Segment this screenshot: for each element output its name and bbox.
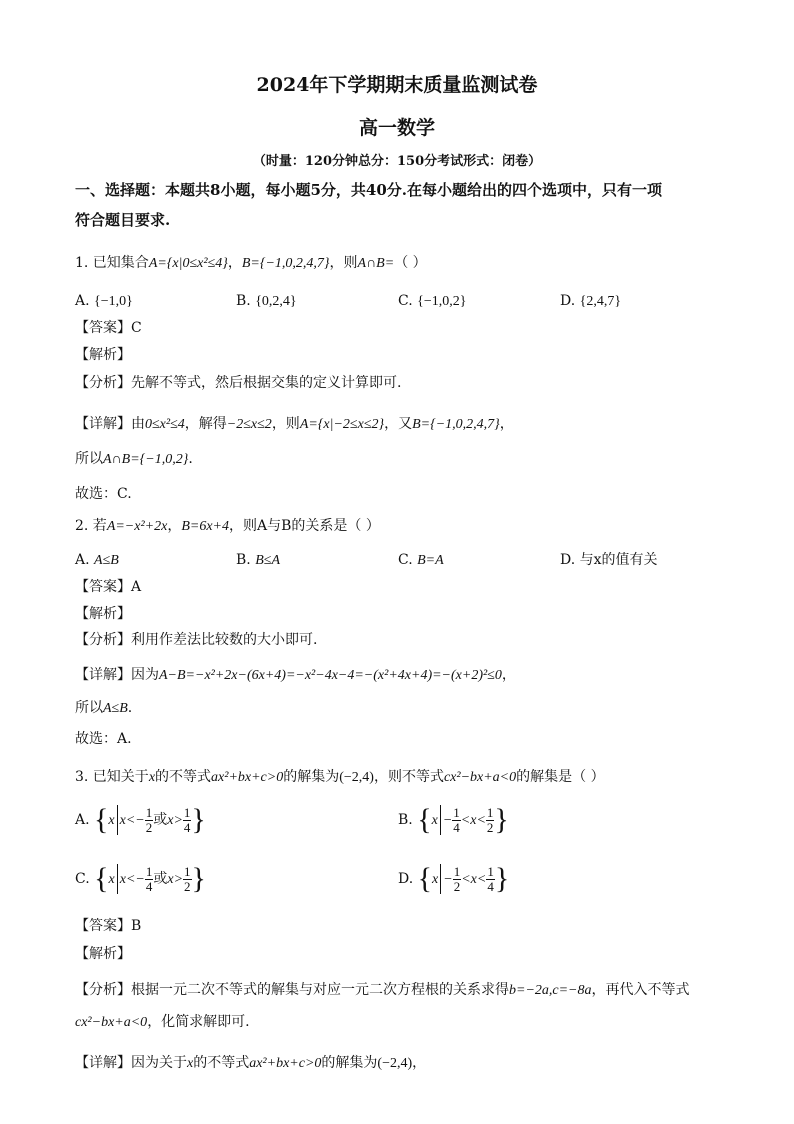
- q3-option-c-bar: [117, 864, 118, 894]
- q2-fenxi-text: 利用作差法比较数的大小即可.: [131, 632, 318, 648]
- q3-answer-tag: 【答案】: [75, 918, 131, 934]
- q2-option-a-label: A.: [75, 552, 95, 568]
- q3-option-b-brace-close: }: [494, 803, 509, 836]
- q3-stem: [75, 767, 605, 788]
- q2-expr-a: A=−x²+2x: [106, 519, 168, 534]
- q3-fenxi-text-a: 根据一元二次不等式的解集与对应一元二次方程根的关系求得: [131, 982, 509, 998]
- q1-set-b: B={−1,0,2,4,7}: [241, 256, 330, 271]
- section-heading-line2: 符合题目要求.: [75, 211, 171, 229]
- q3-option-d-bar: [440, 864, 441, 894]
- q3-option-a-frac1-num: 1: [145, 804, 153, 820]
- q3-ineq: ax²+bx+c>0: [211, 770, 284, 785]
- q3-option-b-brace-open: {: [417, 803, 432, 836]
- q2-so-end: .: [127, 700, 133, 716]
- q3-detail-text-b: 的不等式: [193, 1055, 250, 1071]
- q3-stem-text-d: ，则不等式: [373, 769, 444, 785]
- exam-subject: 高一数学: [358, 117, 435, 139]
- q3-option-c-frac2: [183, 865, 192, 894]
- q3-option-b-label: B.: [398, 812, 418, 828]
- exam-info: （时量：120分钟总分：150分考试形式：闭卷）: [252, 154, 542, 169]
- q1-fenxi-tag: 【分析】: [75, 375, 131, 391]
- q2-detail-tag: 【详解】: [75, 667, 131, 683]
- q3-option-b-left: −: [442, 813, 453, 828]
- q1-detail-set-a: A={x|−2≤x≤2}: [299, 417, 385, 432]
- q3-option-d-label: D.: [398, 871, 418, 887]
- q1-detail-text-d: ，又: [384, 416, 413, 432]
- q3-answer: [75, 916, 141, 936]
- q1-analysis-tag: 【解析】: [75, 347, 131, 363]
- q3-option-c-brace-open: {: [94, 862, 109, 895]
- q2-detail-text-b: ，: [501, 667, 516, 683]
- q1-option-c-value: {−1,0,2}: [417, 294, 467, 309]
- q1-so-expr: A∩B={−1,0,2}: [103, 452, 189, 467]
- q2-option-c-value: B=A: [417, 553, 444, 568]
- section-heading-line1: 一、选择题：本题共8小题，每小题5分，共40分.在每小题给出的四个选项中，只有一项: [75, 181, 662, 199]
- q2-analysis-tag: 【解析】: [75, 606, 131, 622]
- q3-ineq2: cx²−bx+a<0: [443, 770, 517, 785]
- q1-detail-set-b: B={−1,0,2,4,7}: [412, 417, 500, 432]
- q3-option-a-frac1-den: 2: [145, 819, 153, 835]
- q3-option-d-frac2: [486, 865, 495, 894]
- q1-detail-text-b: ，解得: [184, 416, 227, 432]
- q3-stem-text-b: 的不等式: [155, 769, 212, 785]
- q2-option-b-value: B≤A: [255, 553, 280, 568]
- q2-stem: [75, 516, 380, 537]
- q1-stem: [75, 253, 427, 274]
- q1-option-b-label: B.: [236, 293, 256, 309]
- q3-option-d-left: −: [443, 872, 453, 887]
- q2-so-text: 所以: [75, 700, 103, 716]
- exam-title: 2024年下学期期末质量监测试卷: [256, 74, 538, 96]
- q3-option-d-frac1-num: 1: [453, 863, 461, 879]
- q3-option-c-frac1-den: 4: [145, 878, 153, 894]
- q1-paren: （ ）: [394, 255, 427, 271]
- q3-option-d-frac1: [453, 865, 462, 894]
- q3-option-a-label: A.: [75, 812, 95, 828]
- q3-detail-text-c: 的解集为: [321, 1055, 378, 1071]
- q2-stem-text: 2. 若: [75, 518, 107, 534]
- q3-option-d: D. {x − $\frac{1}{2}$ <x< $\frac{1}{4}$ }: [398, 862, 510, 895]
- q3-option-d-brace-open: {: [417, 862, 433, 895]
- q2-option-b: [236, 550, 280, 571]
- q3-option-d-frac2-den: 4: [487, 878, 494, 894]
- q1-choose: 故选：C.: [75, 486, 132, 502]
- q3-option-b-frac1: [452, 806, 461, 835]
- q3-detail-interval: (−2,4): [377, 1056, 413, 1071]
- q3-option-d-mid: <x<: [461, 872, 487, 887]
- q1-detail: [75, 414, 514, 435]
- q3-detail-text-a: 因为关于: [131, 1055, 187, 1071]
- q3-option-c-frac2-den: 2: [184, 878, 191, 894]
- q1-so: [75, 449, 193, 470]
- q3-option-b-frac2-den: 2: [486, 819, 494, 835]
- q3-option-b-frac2-num: 1: [486, 804, 494, 820]
- q2-option-d: [560, 550, 658, 570]
- q2-option-a-value: A≤B: [94, 553, 119, 568]
- q1-option-d: [560, 291, 621, 312]
- q3-option-b: B. {x − $\frac{1}{4}$ <x< $\frac{1}{2}$ }: [398, 803, 509, 836]
- q3-option-c-brace-close: }: [191, 862, 206, 895]
- q2-so-expr: A≤B: [103, 701, 128, 716]
- q2-fenxi-tag: 【分析】: [75, 632, 131, 648]
- q2-expr-b: B=6x+4: [181, 519, 230, 534]
- q3-option-a: A. {x x<− $\frac{1}{2}$ 或x> $\frac{1}{4}$ }: [75, 803, 206, 836]
- q3-interval: (−2,4): [339, 770, 374, 785]
- q1-fenxi: [75, 373, 401, 393]
- q2-option-d-value: 与x的值有关: [579, 552, 658, 568]
- q3-option-a-right: x>: [167, 813, 183, 828]
- q3-option-a-frac1: [145, 806, 154, 835]
- q1-option-b: [236, 291, 297, 312]
- q2-option-c: [398, 550, 444, 571]
- q3-option-c-mid: 或: [153, 871, 168, 887]
- q3-option-c: C. {x x<− $\frac{1}{4}$ 或x> $\frac{1}{2}$ }: [75, 862, 206, 895]
- q1-detail-tag: 【详解】: [75, 416, 131, 432]
- q3-option-a-brace-open: {: [94, 803, 109, 836]
- q3-fenxi-cont: [75, 1012, 250, 1033]
- q1-detail-text-c: ，则: [271, 416, 300, 432]
- q1-sep: ，: [227, 255, 242, 271]
- q3-fenxi-text-b: ，再代入不等式: [591, 982, 690, 998]
- q2-detail-expr: A−B=−x²+2x−(6x+4)=−x²−4x−4=−(x²+4x+4)=−(x+2)²≤0: [159, 668, 502, 683]
- q3-option-a-mid: 或: [153, 812, 168, 828]
- q1-fenxi-text: 先解不等式，然后根据交集的定义计算即可.: [131, 375, 402, 391]
- q3-fenxi2-text: ，化简求解即可.: [147, 1014, 250, 1030]
- q2-detail: [75, 665, 516, 686]
- q1-detail-text-e: ，: [499, 416, 514, 432]
- q2-choose: 故选：A.: [75, 731, 132, 747]
- q1-answer-tag: 【答案】: [75, 320, 131, 336]
- q3-detail-text-d: ，: [412, 1055, 427, 1071]
- q2-answer: [75, 577, 141, 597]
- q3-option-a-brace-close: }: [191, 803, 206, 836]
- q3-fenxi: [75, 980, 690, 1001]
- q3-option-a-left: x<−: [119, 813, 145, 828]
- q3-analysis-tag: 【解析】: [75, 946, 131, 962]
- q3-stem-text-c: 的解集为: [283, 769, 340, 785]
- q3-detail-var-x: x: [187, 1056, 194, 1071]
- q1-detail-ineq: 0≤x²≤4: [145, 417, 185, 432]
- q1-option-d-value: {2,4,7}: [579, 294, 622, 309]
- q1-option-b-value: {0,2,4}: [255, 294, 297, 309]
- q3-option-a-bar: [117, 805, 118, 835]
- q2-option-c-label: C.: [398, 552, 418, 568]
- q3-option-c-frac2-num: 1: [184, 863, 191, 879]
- q1-so-end: .: [188, 451, 193, 467]
- q2-option-b-label: B.: [236, 552, 256, 568]
- q3-option-a-frac2-num: 1: [183, 804, 191, 820]
- q1-stem-text2: ，则: [329, 255, 358, 271]
- q3-option-d-frac1-den: 2: [453, 878, 461, 894]
- q1-option-d-label: D.: [560, 293, 580, 309]
- q2-answer-tag: 【答案】: [75, 579, 131, 595]
- q3-answer-value: B: [131, 918, 142, 934]
- q1-answer: [75, 318, 142, 338]
- q2-stem-text2: ，则A与B的关系是（ ）: [229, 518, 380, 534]
- q3-fenxi-tag: 【分析】: [75, 982, 131, 998]
- q3-option-b-frac1-den: 4: [453, 819, 460, 835]
- q1-option-c-label: C.: [398, 293, 418, 309]
- q3-fenxi-expr: b=−2a,c=−8a: [509, 983, 592, 998]
- q2-sep: ，: [167, 518, 182, 534]
- q2-option-d-label: D.: [560, 552, 580, 568]
- q3-var-x: x: [148, 770, 156, 785]
- q1-answer-value: C: [131, 320, 142, 336]
- q3-option-b-bar: [440, 805, 441, 835]
- q2-option-a: [75, 550, 119, 571]
- q3-option-c-left: x<−: [119, 872, 145, 887]
- q3-detail-tag: 【详解】: [75, 1055, 131, 1071]
- q1-detail-sol: −2≤x≤2: [226, 417, 272, 432]
- q1-option-a-value: {−1,0}: [94, 294, 133, 309]
- q3-detail: [75, 1053, 426, 1074]
- q2-detail-text-a: 因为: [131, 667, 159, 683]
- q3-option-d-brace-close: }: [494, 862, 510, 895]
- q3-stem-text-e: 的解集是（ ）: [516, 769, 605, 785]
- q3-option-c-frac1-num: 1: [145, 863, 153, 879]
- q1-option-a-label: A.: [75, 293, 95, 309]
- q2-fenxi: [75, 630, 317, 650]
- q2-so: [75, 698, 132, 719]
- q3-option-b-frac1-num: 1: [453, 804, 460, 820]
- q2-answer-value: A: [131, 579, 142, 595]
- q1-option-a: [75, 291, 133, 312]
- q1-set-a: A={x|0≤x²≤4}: [148, 256, 228, 271]
- q1-option-c: [398, 291, 466, 312]
- q1-so-text: 所以: [75, 451, 103, 467]
- q3-option-a-frac2-den: 4: [183, 819, 191, 835]
- q3-detail-ineq: ax²+bx+c>0: [249, 1056, 322, 1071]
- q1-stem-text: 1. 已知集合: [75, 255, 149, 271]
- q3-option-d-frac2-num: 1: [487, 863, 494, 879]
- q3-option-b-mid: <x<: [460, 813, 486, 828]
- q3-option-c-right: x>: [167, 872, 184, 887]
- q3-stem-text-a: 3. 已知关于: [75, 769, 149, 785]
- q3-fenxi2-expr: cx²−bx+a<0: [75, 1015, 148, 1030]
- q1-expr: A∩B=: [357, 256, 395, 271]
- q3-option-c-label: C.: [75, 871, 95, 887]
- q1-detail-text-a: 由: [131, 416, 145, 432]
